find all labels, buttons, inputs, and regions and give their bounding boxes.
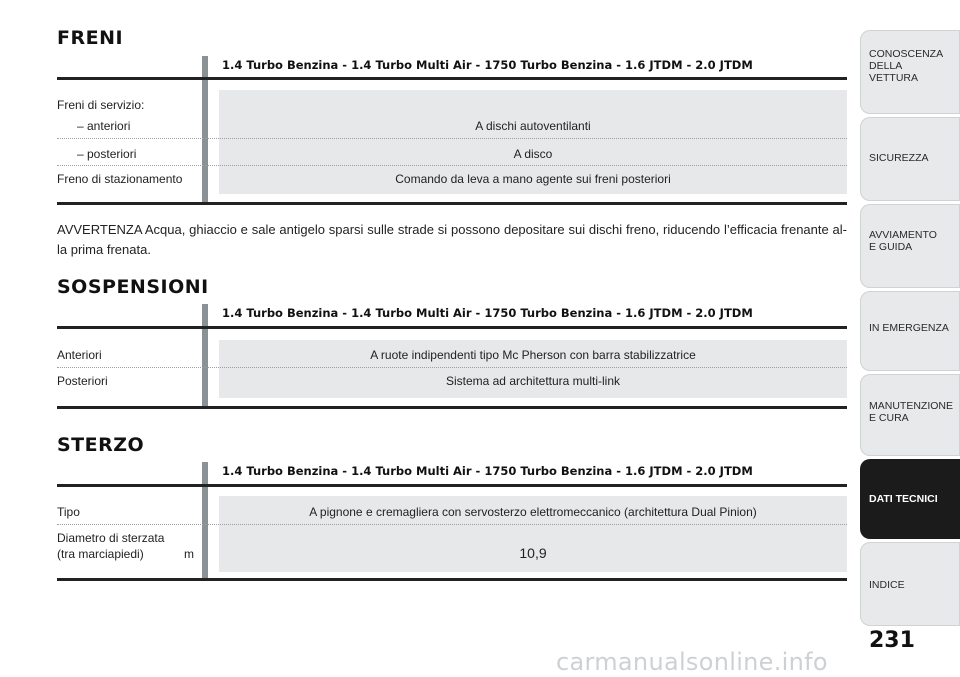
tab-sicurezza[interactable]	[860, 117, 960, 201]
tab-label: AVVIAMENTO E GUIDA	[869, 229, 937, 253]
tab-conoscenza-della-vettura[interactable]	[860, 30, 960, 114]
sospensioni-anteriori-label: Anteriori	[57, 348, 102, 362]
freni-title: FRENI	[57, 27, 124, 49]
freni-column-header: 1.4 Turbo Benzina - 1.4 Turbo Multi Air - 1750 Turbo Benzina - 1.6 JTDM - 2.0 JTDM	[222, 58, 753, 72]
diametro-sterzata-label: Diametro di sterzata	[57, 531, 165, 545]
sterzo-column-header: 1.4 Turbo Benzina - 1.4 Turbo Multi Air - 1750 Turbo Benzina - 1.6 JTDM - 2.0 JTDM	[222, 464, 753, 478]
sterzo-top-rule	[57, 484, 847, 487]
sterzo-bottom-rule	[57, 578, 847, 581]
freni-warning-note: AVVERTENZA Acqua, ghiaccio e sale antigelo sparsi sulle strade si possono depositare sui dischi freno, riducendo l’efficacia frenante al-la prima frenata.	[57, 222, 847, 257]
freni-bottom-rule	[57, 202, 847, 205]
freni-posteriori-label: – posteriori	[77, 147, 137, 161]
freni-anteriori-value: A dischi autoventilanti	[475, 119, 591, 133]
sterzo-title: STERZO	[57, 434, 145, 456]
tab-dati-tecnici[interactable]	[860, 459, 960, 539]
diametro-unit: m	[184, 547, 194, 561]
row-separator	[57, 367, 847, 368]
sospensioni-bottom-rule	[57, 406, 847, 409]
diametro-sterzata-value: 10,9	[519, 545, 547, 561]
sterzo-tipo-value: A pignone e cremagliera con servosterzo elettromeccanico (architettura Dual Pinion)	[309, 505, 757, 519]
sospensioni-divider-bar	[202, 304, 208, 408]
row-separator	[57, 524, 847, 525]
sterzo-divider-bar	[202, 462, 208, 580]
tab-in-emergenza[interactable]	[860, 291, 960, 371]
tra-marciapiedi-label: (tra marciapiedi)	[57, 547, 144, 561]
tab-label: CONOSCENZA DELLA VETTURA	[869, 48, 944, 84]
freni-posteriori-value: A disco	[513, 147, 553, 161]
sospensioni-posteriori-value: Sistema ad architettura multi-link	[445, 374, 621, 388]
page-number: 231	[869, 628, 915, 653]
sospensioni-anteriori-value: A ruote indipendenti tipo Mc Pherson con barra stabilizzatrice	[370, 348, 696, 362]
watermark: carmanualsonline.info	[556, 648, 828, 676]
freno-stazionamento-value: Comando da leva a mano agente sui freni posteriori	[395, 172, 671, 186]
freno-stazionamento-label: Freno di stazionamento	[57, 172, 183, 186]
tab-label: DATI TECNICI	[869, 493, 938, 505]
sterzo-tipo-label: Tipo	[57, 505, 80, 519]
row-separator	[57, 165, 847, 166]
freni-top-rule	[57, 77, 847, 80]
tab-avviamento-e-guida[interactable]	[860, 204, 960, 288]
row-separator	[57, 138, 847, 139]
tab-manutenzione-e-cura[interactable]	[860, 374, 960, 456]
tab-indice[interactable]	[860, 542, 960, 626]
freni-anteriori-label: – anteriori	[77, 119, 131, 133]
sospensioni-top-rule	[57, 326, 847, 329]
sospensioni-column-header: 1.4 Turbo Benzina - 1.4 Turbo Multi Air - 1750 Turbo Benzina - 1.6 JTDM - 2.0 JTDM	[222, 306, 753, 320]
tab-label: IN EMERGENZA	[869, 322, 949, 334]
tab-label: SICUREZZA	[869, 152, 929, 164]
tab-label: MANUTENZIONE E CURA	[869, 400, 953, 424]
freni-servizio-label: Freni di servizio:	[57, 98, 145, 112]
tab-label: INDICE	[869, 579, 905, 591]
sospensioni-posteriori-label: Posteriori	[57, 374, 108, 388]
sospensioni-title: SOSPENSIONI	[57, 276, 209, 298]
